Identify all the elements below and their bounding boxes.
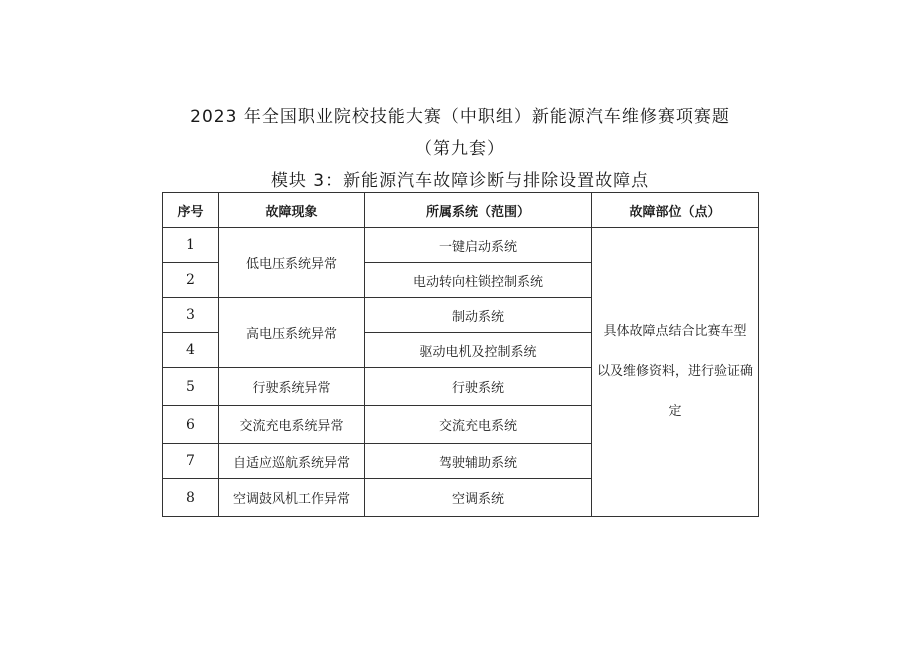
row-system: 交流充电系统	[365, 406, 592, 444]
row-index: 2	[163, 263, 219, 298]
row-system: 驾驶辅助系统	[365, 444, 592, 479]
row-index: 4	[163, 333, 219, 368]
header-system: 所属系统（范围）	[365, 193, 592, 228]
row-system: 电动转向柱锁控制系统	[365, 263, 592, 298]
fault-location-line: 定	[668, 404, 682, 419]
row-phenomenon: 交流充电系统异常	[219, 406, 365, 444]
header-location: 故障部位（点）	[592, 193, 759, 228]
row-index: 7	[163, 444, 219, 479]
row-index: 5	[163, 368, 219, 406]
fault-location-line: 以及维修资料，进行验证确	[596, 364, 753, 379]
table-row	[163, 228, 759, 263]
row-system: 空调系统	[365, 479, 592, 517]
row-phenomenon: 行驶系统异常	[219, 368, 365, 406]
module-title: 模块 3：新能源汽车故障诊断与排除设置故障点	[270, 171, 650, 191]
row-index: 8	[163, 479, 219, 517]
row-system: 制动系统	[365, 298, 592, 333]
row-phenomenon: 空调鼓风机工作异常	[219, 479, 365, 517]
document-subtitle: （第九套）	[415, 139, 505, 159]
row-system: 一键启动系统	[365, 228, 592, 263]
row-system: 驱动电机及控制系统	[365, 333, 592, 368]
table-header-row	[163, 193, 759, 228]
row-index: 1	[163, 228, 219, 263]
row-phenomenon: 自适应巡航系统异常	[219, 444, 365, 479]
fault-location-line: 具体故障点结合比赛车型	[603, 324, 747, 339]
header-index: 序号	[163, 193, 219, 228]
row-index: 6	[163, 406, 219, 444]
document-title: 2023 年全国职业院校技能大赛（中职组）新能源汽车维修赛项赛题	[190, 107, 730, 127]
row-phenomenon: 高电压系统异常	[219, 298, 365, 368]
row-index: 3	[163, 298, 219, 333]
fault-location-cell	[592, 228, 759, 517]
header-phenomenon: 故障现象	[219, 193, 365, 228]
row-phenomenon: 低电压系统异常	[219, 228, 365, 298]
row-system: 行驶系统	[365, 368, 592, 406]
fault-table	[162, 192, 759, 517]
